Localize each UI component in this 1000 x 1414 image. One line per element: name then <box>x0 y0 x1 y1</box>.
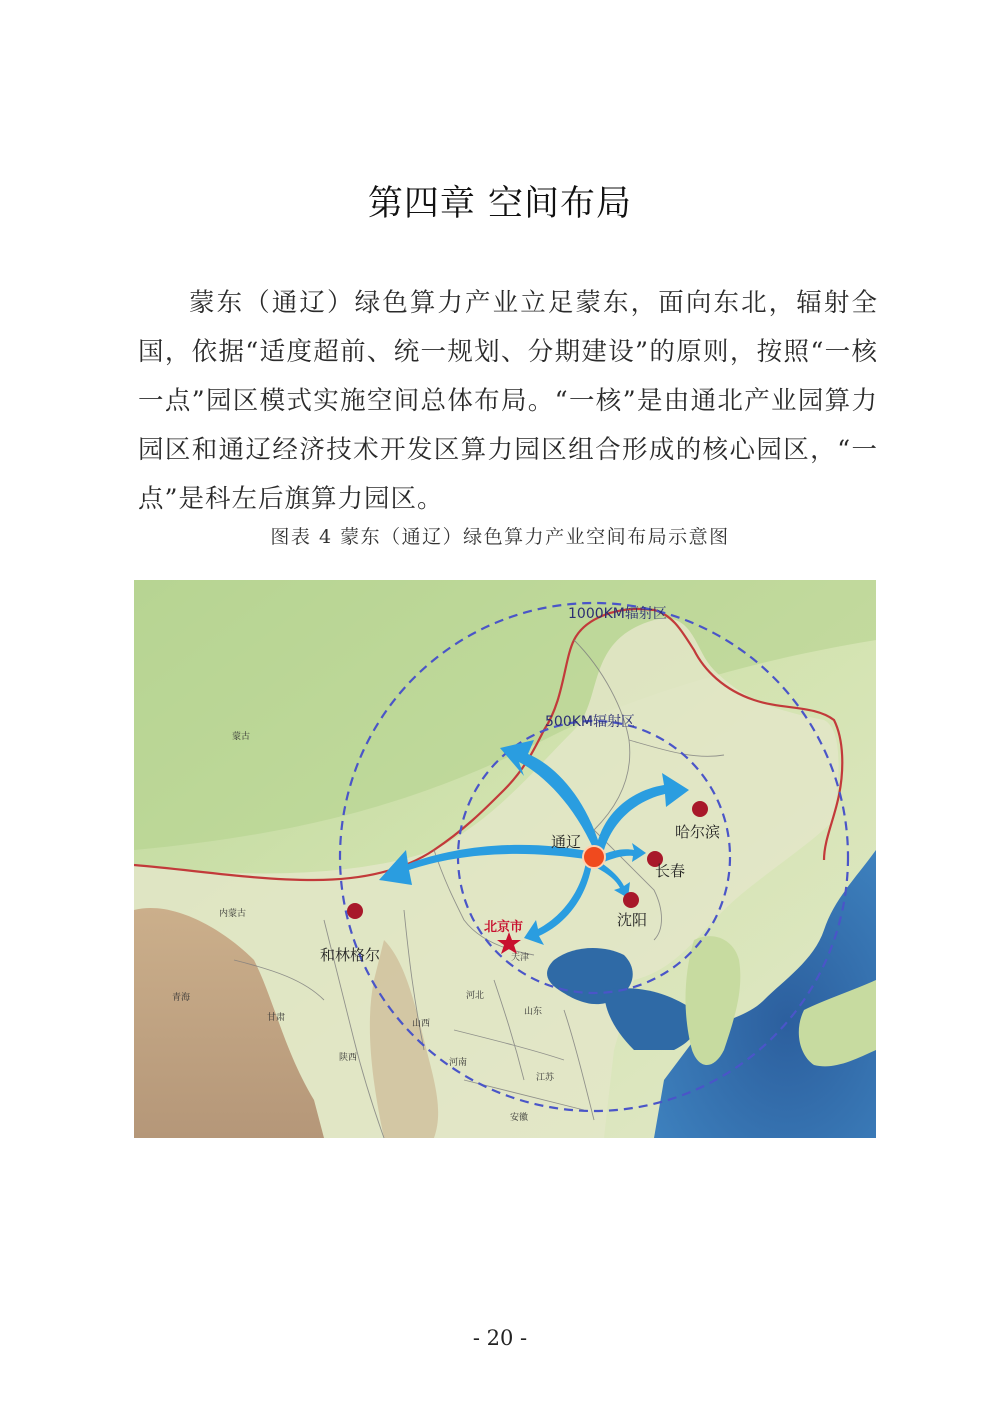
dot-harbin <box>692 801 708 817</box>
label-changchun: 长春 <box>655 862 686 880</box>
label-tianjin: 天津 <box>511 953 530 963</box>
dot-hohhot <box>347 903 363 919</box>
dot-shenyang <box>623 892 639 908</box>
map-svg <box>134 580 876 1138</box>
region-qinghai: 青海 <box>172 993 191 1003</box>
body-paragraph: 蒙东（通辽）绿色算力产业立足蒙东，面向东北，辐射全国，依据“适度超前、统一规划、分期建设”的原则，按照“一核一点”园区模式实施空间总体布局。“一核”是由通北产业园算力园区和通辽经济技术开发区算力园区组合形成的核心园区，“一点”是科左后旗算力园区。 <box>138 288 878 514</box>
label-harbin: 哈尔滨 <box>675 823 721 841</box>
label-beijing: 北京市 <box>484 920 524 935</box>
layout-map <box>134 580 876 1138</box>
figure-caption: 图表 4 蒙东（通辽）绿色算力产业空间布局示意图 <box>270 526 730 548</box>
label-shenyang: 沈阳 <box>617 911 648 929</box>
region-shandong: 山东 <box>524 1007 543 1017</box>
region-shanxi: 山西 <box>412 1019 431 1029</box>
page-number: - 20 - <box>472 1326 528 1350</box>
region-shaanxi: 陕西 <box>339 1053 358 1063</box>
label-tongliao: 通辽 <box>551 833 582 851</box>
region-gansu: 甘肃 <box>267 1013 286 1023</box>
ring-500km-label: 500KM辐射区 <box>545 714 635 730</box>
region-hebei: 河北 <box>466 991 485 1001</box>
dot-tongliao <box>583 846 605 868</box>
label-hohhot: 和林格尔 <box>320 946 381 964</box>
region-mongolia: 蒙古 <box>232 732 251 742</box>
chapter-title: 第四章 空间布局 <box>367 184 633 224</box>
region-anhui: 安徽 <box>510 1113 529 1123</box>
region-jiangsu: 江苏 <box>536 1073 555 1083</box>
ring-1000km-label: 1000KM辐射区 <box>568 606 667 622</box>
region-henan: 河南 <box>449 1058 468 1068</box>
region-inner-mongolia: 内蒙古 <box>219 909 247 919</box>
